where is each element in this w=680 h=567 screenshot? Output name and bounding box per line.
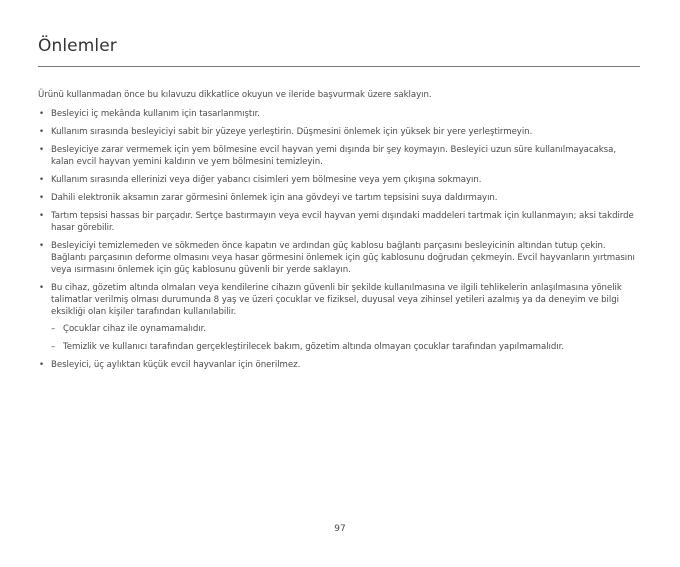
list-item-text: Kullanım sırasında ellerinizi veya diğer yabancı cisimleri yem bölmesine veya yem çıkışına sokmayın.: [51, 175, 482, 185]
sub-list: [51, 323, 638, 353]
precautions-list: [38, 108, 638, 371]
list-item: [38, 359, 638, 371]
page-number: 97: [334, 524, 346, 534]
intro-paragraph: Ürünü kullanmadan önce bu kılavuzu dikkatlice okuyun ve ileride başvurmak üzere saklayın.: [38, 90, 432, 100]
list-item: [38, 240, 638, 276]
list-item-text: Dahili elektronik aksamın zarar görmesini önlemek için ana gövdeyi ve tartım tepsisini suya daldırmayın.: [51, 193, 498, 203]
bullet-marker: •: [39, 127, 45, 137]
list-item-text: Besleyici iç mekânda kullanım için tasarlanmıştır.: [51, 109, 260, 119]
sub-list-item: [51, 341, 638, 353]
bullet-marker: •: [39, 109, 45, 119]
list-item: [38, 192, 638, 204]
sub-list-item-text: Çocuklar cihaz ile oynamamalıdır.: [63, 324, 206, 334]
dash-marker: –: [51, 342, 56, 352]
list-item: [38, 126, 638, 138]
list-item-text: Tartım tepsisi hassas bir parçadır. Sertçe bastırmayın veya evcil hayvan yemi dışındaki maddeleri tartmak için kullanmayın; aksi takdirde hasar görebilir.: [51, 211, 634, 233]
list-item-text: Besleyiciye zarar vermemek için yem bölmesine evcil hayvan yemi dışında bir şey koymayın. Besleyici uzun süre kullanılmayacaksa, kalan evcil hayvan yemini kaldırın ve yem bölmesini temizleyin.: [51, 145, 616, 167]
bullet-marker: •: [39, 283, 45, 293]
sub-list-item: [51, 323, 638, 335]
dash-marker: –: [51, 324, 56, 334]
list-item: [38, 108, 638, 120]
document-body: [38, 89, 638, 377]
bullet-marker: •: [39, 241, 45, 251]
list-item-text: Kullanım sırasında besleyiciyi sabit bir yüzeye yerleştirin. Düşmesini önlemek için yüksek bir yere yerleştirmeyin.: [51, 127, 533, 137]
list-item-text: Bu cihaz, gözetim altında olmaları veya kendilerine cihazın güvenli bir şekilde kullanılmasına ve ilgili tehlikelerin anlaşılmasına yönelik talimatlar verilmiş olması durumunda 8 yaş ve üzeri çocuklar ve fiziksel, duyusal veya zihinsel yetileri azalmış ya da deneyim ve bilgi eksikliği olan kişiler tarafından kullanılabilir.: [51, 283, 622, 317]
title-divider: [38, 66, 640, 67]
list-item: [38, 144, 638, 168]
sub-list-item-text: Temizlik ve kullanıcı tarafından gerçekleştirilecek bakım, gözetim altında olmayan çocuklar tarafından yapılmamalıdır.: [63, 342, 565, 352]
bullet-marker: •: [39, 145, 45, 155]
bullet-marker: •: [39, 360, 45, 370]
bullet-marker: •: [39, 175, 45, 185]
list-item: [38, 174, 638, 186]
list-item: [38, 210, 638, 234]
page-title: Önlemler: [38, 36, 117, 56]
list-item-text: Besleyiciyi temizlemeden ve sökmeden önce kapatın ve ardından güç kablosu bağlantı parçasını besleyicinin altından tutup çekin. Bağlantı parçasının deforme olmasını veya hasar görmesini önlemek için güç kablosunu doğrudan çekmeyin. Evcil hayvanların yırtmasını veya ısırmasını önlemek için güç kablosunu güvenli bir yerde saklayın.: [51, 241, 635, 275]
bullet-marker: •: [39, 193, 45, 203]
bullet-marker: •: [39, 211, 45, 221]
list-item: [38, 282, 638, 353]
list-item-text: Besleyici, üç aylıktan küçük evcil hayvanlar için önerilmez.: [51, 360, 301, 370]
